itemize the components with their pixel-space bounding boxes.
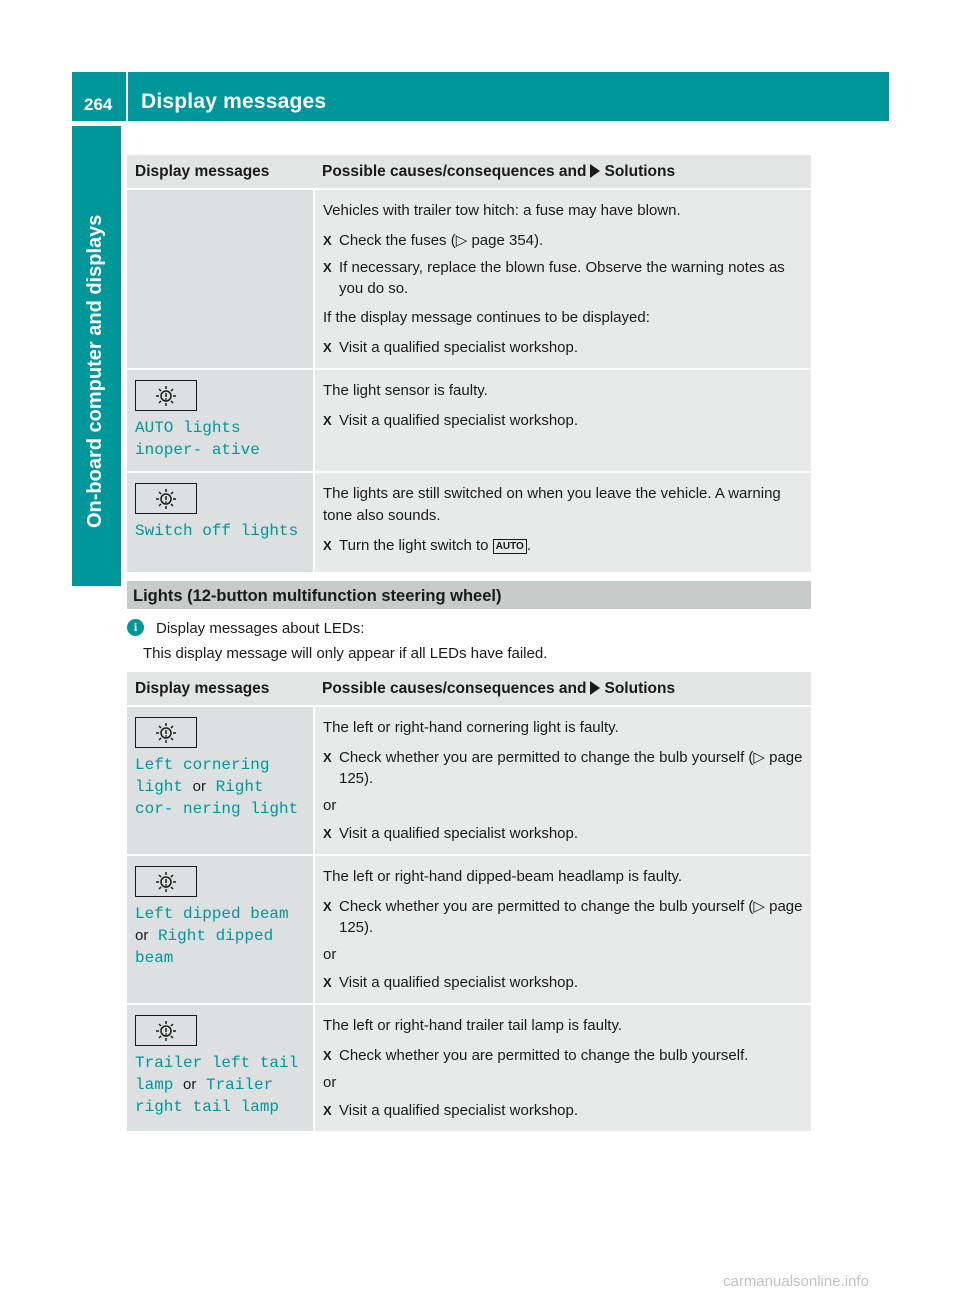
solutions-arrow-icon	[590, 164, 600, 178]
side-tab-label: On-board computer and displays	[84, 214, 106, 528]
solution-step: X If necessary, replace the blown fuse. Observe the warning notes as you do so.	[323, 259, 785, 297]
message-cell	[127, 855, 314, 1004]
info-icon: i	[127, 619, 144, 636]
header-divider	[126, 72, 128, 121]
cause-cell	[314, 472, 811, 573]
table-row	[127, 472, 811, 573]
alternative-text: or	[323, 946, 337, 963]
table-row	[127, 189, 811, 369]
column-header-messages: Display messages	[127, 672, 314, 706]
table-row	[127, 706, 811, 855]
display-message-text: AUTO lights inoper‐ ative	[135, 419, 260, 459]
alternative-text: or	[323, 1074, 337, 1091]
solution-step: X Visit a qualified specialist workshop.	[323, 339, 579, 356]
solution-step: X Check whether you are permitted to change the bulb yourself.	[323, 1047, 749, 1064]
table-row	[127, 1004, 811, 1132]
column-header-causes: Possible causes/consequences and Solutions	[314, 155, 811, 189]
page-ref-arrow-icon: ▷	[753, 898, 765, 915]
lamp-warning-icon	[135, 1015, 197, 1046]
message-cell	[127, 189, 314, 369]
page-number: 264	[84, 95, 113, 114]
message-cell	[127, 369, 314, 472]
cause-text: The light sensor is faulty.	[323, 382, 488, 399]
solutions-arrow-icon	[590, 681, 600, 695]
page-title: Display messages	[141, 90, 327, 113]
watermark: carmanualsonline.info	[723, 1273, 869, 1290]
note-text: If the display message continues to be displayed:	[323, 309, 650, 326]
section-title: Lights (12-button multifunction steering wheel)	[133, 587, 502, 605]
solution-step: X Check the fuses (▷ page 354).	[323, 232, 544, 249]
cause-text: The left or right-hand dipped-beam headlamp is faulty.	[323, 868, 683, 885]
cause-text: The left or right-hand trailer tail lamp is faulty.	[323, 1017, 623, 1034]
message-cell	[127, 1004, 314, 1132]
column-header-causes: Possible causes/consequences and Solutions	[314, 672, 811, 706]
lamp-warning-icon	[135, 717, 197, 748]
solution-step: X Check whether you are permitted to change the bulb yourself (▷ page 125).	[323, 898, 803, 936]
page-ref-arrow-icon: ▷	[455, 232, 468, 249]
cause-cell	[314, 189, 811, 369]
lamp-warning-icon	[135, 380, 197, 411]
lamp-warning-icon	[135, 483, 197, 514]
cause-cell	[314, 369, 811, 472]
cause-text: Vehicles with trailer tow hitch: a fuse may have blown.	[323, 202, 681, 219]
cause-cell	[314, 1004, 811, 1132]
solution-step: X Visit a qualified specialist workshop.	[323, 974, 579, 991]
display-message-text: Trailer left tail lamp or Trailer right tail lamp	[135, 1054, 299, 1116]
message-cell	[127, 706, 314, 855]
column-header-messages: Display messages	[127, 155, 314, 189]
display-message-text: Switch off lights	[135, 522, 299, 540]
display-messages-table-2	[127, 672, 811, 1133]
solution-step: X Check whether you are permitted to change the bulb yourself (▷ page 125).	[323, 749, 803, 787]
cause-cell	[314, 855, 811, 1004]
display-message-text: Left dipped beam or Right dipped beam	[135, 905, 289, 967]
cause-text: The left or right-hand cornering light is faulty.	[323, 719, 619, 736]
alternative-text: or	[323, 797, 337, 814]
table-row	[127, 369, 811, 472]
info-text: Display messages about LEDs:	[156, 620, 365, 637]
cause-cell	[314, 706, 811, 855]
display-message-text: Left cornering light or Right cor‐ nering light	[135, 756, 299, 818]
solution-step: X Visit a qualified specialist workshop.	[323, 1102, 579, 1119]
page-ref-arrow-icon: ▷	[753, 749, 765, 766]
display-messages-table-1	[127, 155, 811, 574]
table-row	[127, 855, 811, 1004]
lamp-warning-icon	[135, 866, 197, 897]
auto-switch-icon: AUTO	[493, 539, 527, 554]
table-header-row	[127, 672, 811, 706]
cause-text: The lights are still switched on when you leave the vehicle. A warning tone also sounds.	[323, 485, 781, 524]
table-header-row	[127, 155, 811, 189]
solution-step: X Visit a qualified specialist workshop.	[323, 825, 579, 842]
info-text: This display message will only appear if all LEDs have failed.	[143, 645, 548, 662]
solution-step: X Turn the light switch to AUTO .	[323, 537, 532, 554]
solution-step: X Visit a qualified specialist workshop.	[323, 412, 579, 429]
message-cell	[127, 472, 314, 573]
